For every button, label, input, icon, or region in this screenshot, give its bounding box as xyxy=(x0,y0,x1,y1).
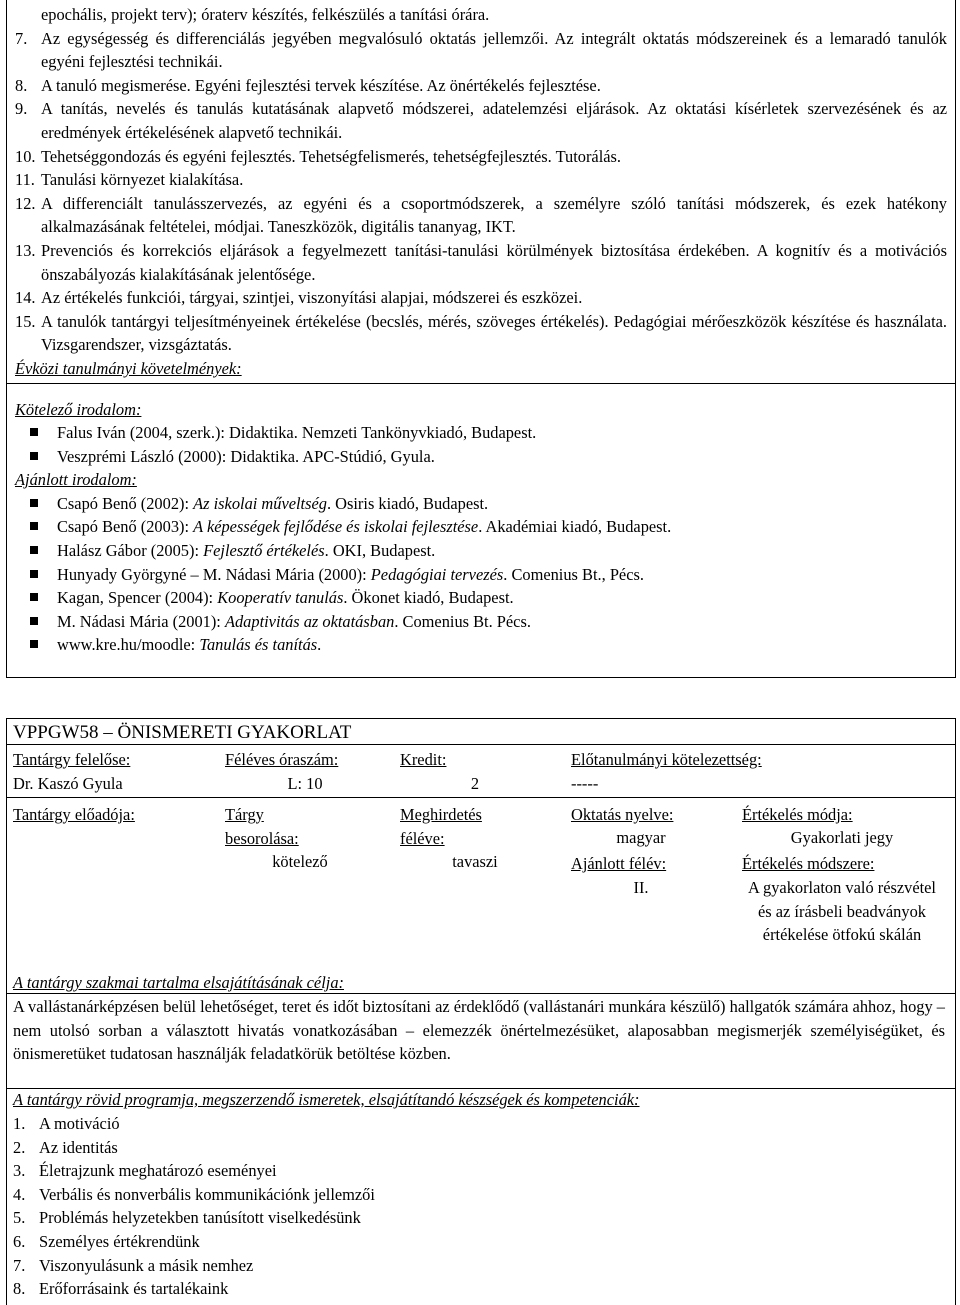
item-number: 11. xyxy=(15,170,35,190)
item-text: Tanulási környezet kialakítása. xyxy=(41,170,244,190)
author: Csapó Benő (2003): xyxy=(57,517,194,537)
item-number: 7. xyxy=(13,1255,26,1275)
item-text: Tehetséggondozás és egyéni fejlesztés. Tehetségfelismerés, tehetségfejlesztés. Tutorálás. xyxy=(41,146,621,166)
literature-item: Falus Iván (2004, szerk.): Didaktika. Nemzeti Tankönyvkiadó, Budapest. xyxy=(15,421,955,445)
literature-item xyxy=(15,610,955,634)
program-item xyxy=(13,1136,375,1160)
program-list xyxy=(13,1112,375,1301)
list-item xyxy=(15,168,955,192)
ajanlott-heading: Ajánlott irodalom: xyxy=(15,470,137,490)
list-item xyxy=(15,310,955,357)
program-item xyxy=(13,1230,375,1254)
item-number: 1. xyxy=(13,1114,26,1133)
list-item xyxy=(15,74,955,98)
item-number: 14. xyxy=(15,288,36,308)
ertekeles-mod-label: Értékelés módja: xyxy=(742,805,853,824)
item-text: Prevenciós és korrekciós eljárások a fegyelmezett tanítási-tanulási körülmények biztosítása érdekében. A kognitív és a motivációs önszabályozás kialakításának jelentősége. xyxy=(41,240,947,284)
item-text: A tanuló megismerése. Egyéni fejlesztési tervek készítése. Az önértékelés fejlesztése. xyxy=(41,75,601,95)
author: Hunyady Györgyné – M. Nádasi Mária (2000): xyxy=(57,564,371,584)
item-number: 8. xyxy=(15,75,28,95)
literature-item xyxy=(15,563,955,587)
program-heading: A tantárgy rövid programja, megszerzendő ismeretek, elsajátítandó készségek és kompetenciák: xyxy=(13,1090,640,1109)
item-number: 9. xyxy=(15,99,28,119)
publisher: . Osiris kiadó, Budapest. xyxy=(326,493,489,513)
list-item xyxy=(15,97,955,144)
kredit-value: 2 xyxy=(470,774,480,793)
oraszam-label: Féléves óraszám: xyxy=(225,750,339,769)
item-number: 3. xyxy=(13,1161,26,1181)
literature-item xyxy=(15,539,955,563)
author: M. Nádasi Mária (2001): xyxy=(57,611,225,631)
elotanulmanyi-label: Előtanulmányi kötelezettség: xyxy=(571,750,762,769)
required-literature-list xyxy=(15,421,955,468)
meghirdetes-value: tavaszi xyxy=(452,852,498,871)
recommended-literature-list xyxy=(15,492,955,657)
item-text: Erőforrásaink és tartalékaink xyxy=(39,1279,229,1299)
nyelv-label: Oktatás nyelve: xyxy=(571,805,674,824)
literature-item: Veszprémi László (2000): Didaktika. APC-Stúdió, Gyula. xyxy=(15,445,955,469)
item-text: Az értékelés funkciói, tárgyai, szintjei, viszonyítási alapjai, módszerei és eszközei. xyxy=(41,288,583,308)
cel-heading: A tantárgy szakmai tartalma elsajátításának célja: xyxy=(13,973,344,992)
list-item xyxy=(15,286,955,310)
topline: epochális, projekt terv); óraterv készítés, felkészülés a tanítási órára. xyxy=(41,5,490,24)
cel-text: A vallástanárképzésen belül lehetőséget, teret és időt biztosítani az érdeklődő (vallástanári munkára készülő) hallgatók számára ahhoz, hogy – nem utolsó sorban a választott hivatás vonatkozásában – elemezzék önértelmezésüket, alaposabban megismerjék személyiségüket, és önismeretüket tudatosan használják feladatkörük betöltése közben. xyxy=(13,997,945,1064)
item-text: A differenciált tanulásszervezés, az egyéni és a csoportmódszerek, a személyre szóló tanítási módszerek, és ezek hatékony alkalmazásának feltételei, módjai. Taneszközök, digitális tananyag, IKT. xyxy=(41,193,947,237)
book-title: Az iskolai műveltség xyxy=(193,493,327,513)
numbered-list xyxy=(15,27,955,357)
literature-item xyxy=(15,633,955,657)
book-title: A képességek fejlődése és iskolai fejlesztése xyxy=(193,517,479,537)
program-item xyxy=(13,1277,375,1301)
book-title: Fejlesztő értékelés xyxy=(203,541,325,561)
ajanlott-felev-label: Ajánlott félév: xyxy=(571,854,667,873)
item-number: 10. xyxy=(15,146,36,166)
elotanulmanyi-value: ----- xyxy=(571,774,599,793)
item-text: Személyes értékrendünk xyxy=(39,1231,200,1251)
literature-item xyxy=(15,492,955,516)
list-item xyxy=(15,192,955,239)
row-divider xyxy=(7,797,955,798)
publisher: . Ökonet kiadó, Budapest. xyxy=(343,588,514,608)
besorolas-label: Tárgy besorolása: xyxy=(225,805,299,848)
item-text: A motiváció xyxy=(39,1114,120,1133)
item-number: 5. xyxy=(13,1208,26,1228)
item-text: Az identitás xyxy=(39,1137,118,1157)
program-item xyxy=(13,1206,375,1230)
ertekeles-modszer-label: Értékelés módszere: xyxy=(742,854,875,873)
program-item xyxy=(13,1159,375,1183)
item-number: 13. xyxy=(15,240,36,260)
separator xyxy=(7,383,956,394)
publisher: . xyxy=(317,635,322,655)
author: Kagan, Spencer (2004): xyxy=(57,588,218,608)
item-text: Verbális és nonverbális kommunikációnk jellemzői xyxy=(39,1184,375,1204)
book-title: Tanulás és tanítás xyxy=(199,635,318,655)
literature-item xyxy=(15,515,955,539)
kotelezo-heading: Kötelező irodalom: xyxy=(15,399,142,419)
row-divider xyxy=(7,993,955,994)
item-number: 15. xyxy=(15,311,36,331)
row-divider xyxy=(7,744,955,745)
book-title: Kooperatív tanulás xyxy=(217,588,344,608)
course-title: VPPGW58 – ÖNISMERETI GYAKORLAT xyxy=(13,722,352,743)
author: Halász Gábor (2005): xyxy=(57,541,204,561)
publisher: . Comenius Bt., Pécs. xyxy=(503,564,644,584)
course-sheet xyxy=(6,718,956,1305)
program-item xyxy=(13,1183,375,1207)
publisher: . Akadémiai kiadó, Budapest. xyxy=(478,517,672,537)
oraszam-value: L: 10 xyxy=(287,774,323,793)
ajanlott-felev-value: II. xyxy=(633,878,649,897)
nyelv-value: magyar xyxy=(616,828,666,847)
book-title: Adaptivitás az oktatásban xyxy=(224,611,395,631)
program-item xyxy=(13,1254,375,1278)
list-item xyxy=(15,145,955,169)
felelos-value: Dr. Kaszó Gyula xyxy=(13,774,123,793)
item-number: 4. xyxy=(13,1184,26,1204)
author: www.kre.hu/moodle: xyxy=(57,635,200,655)
publisher: . OKI, Budapest. xyxy=(324,541,436,561)
item-number: 7. xyxy=(15,28,28,48)
list-item xyxy=(15,27,955,74)
eloado-label: Tantárgy előadója: xyxy=(13,805,135,824)
list-item xyxy=(15,239,955,286)
literature-item xyxy=(15,586,955,610)
item-number: 6. xyxy=(13,1231,26,1251)
item-text: Viszonyulásunk a másik nemhez xyxy=(39,1255,254,1275)
meghirdetes-label: Meghirdetés féléve: xyxy=(400,805,482,848)
besorolas-value: kötelező xyxy=(272,852,328,871)
item-number: 12. xyxy=(15,193,36,213)
publisher: . Comenius Bt. Pécs. xyxy=(394,611,531,631)
item-text: A tanulók tantárgyi teljesítményeinek értékelése (becslés, mérés, szöveges értékelés). Pedagógiai mérőeszközök készítése és használata. Vizsgarendszer, vizsgáztatás. xyxy=(41,311,947,355)
felelos-label: Tantárgy felelőse: xyxy=(13,750,131,769)
book-title: Pedagógiai tervezés xyxy=(370,564,504,584)
kredit-label: Kredit: xyxy=(400,750,447,769)
program-item xyxy=(13,1112,375,1136)
item-number: 8. xyxy=(13,1279,26,1299)
curriculum-section xyxy=(6,0,956,678)
author: Csapó Benő (2002): xyxy=(57,493,194,513)
item-text: Problémás helyzetekben tanúsított viselkedésünk xyxy=(39,1208,361,1228)
ertekeles-modszer-value: A gyakorlaton való részvétel és az írásbeli beadványok értékelése ötfokú skálán xyxy=(748,878,936,945)
item-text: Életrajzunk meghatározó eseményei xyxy=(39,1161,277,1181)
ertekeles-mod-value: Gyakorlati jegy xyxy=(790,828,894,847)
item-number: 2. xyxy=(13,1137,26,1157)
item-text: Az egységesség és differenciálás jegyében megvalósuló oktatás jellemzői. Az integrált oktatás módszereinek és a lemaradó tanulók egyéni fejlesztési technikái. xyxy=(41,28,947,72)
item-text: A tanítás, nevelés és tanulás kutatásának alapvető módszerei, adatelemzési eljárások. Az oktatási kísérletek szervezésének és az eredmények értékelésének alapvető technikái. xyxy=(41,99,947,142)
evkozi-heading: Évközi tanulmányi követelmények: xyxy=(15,358,242,378)
